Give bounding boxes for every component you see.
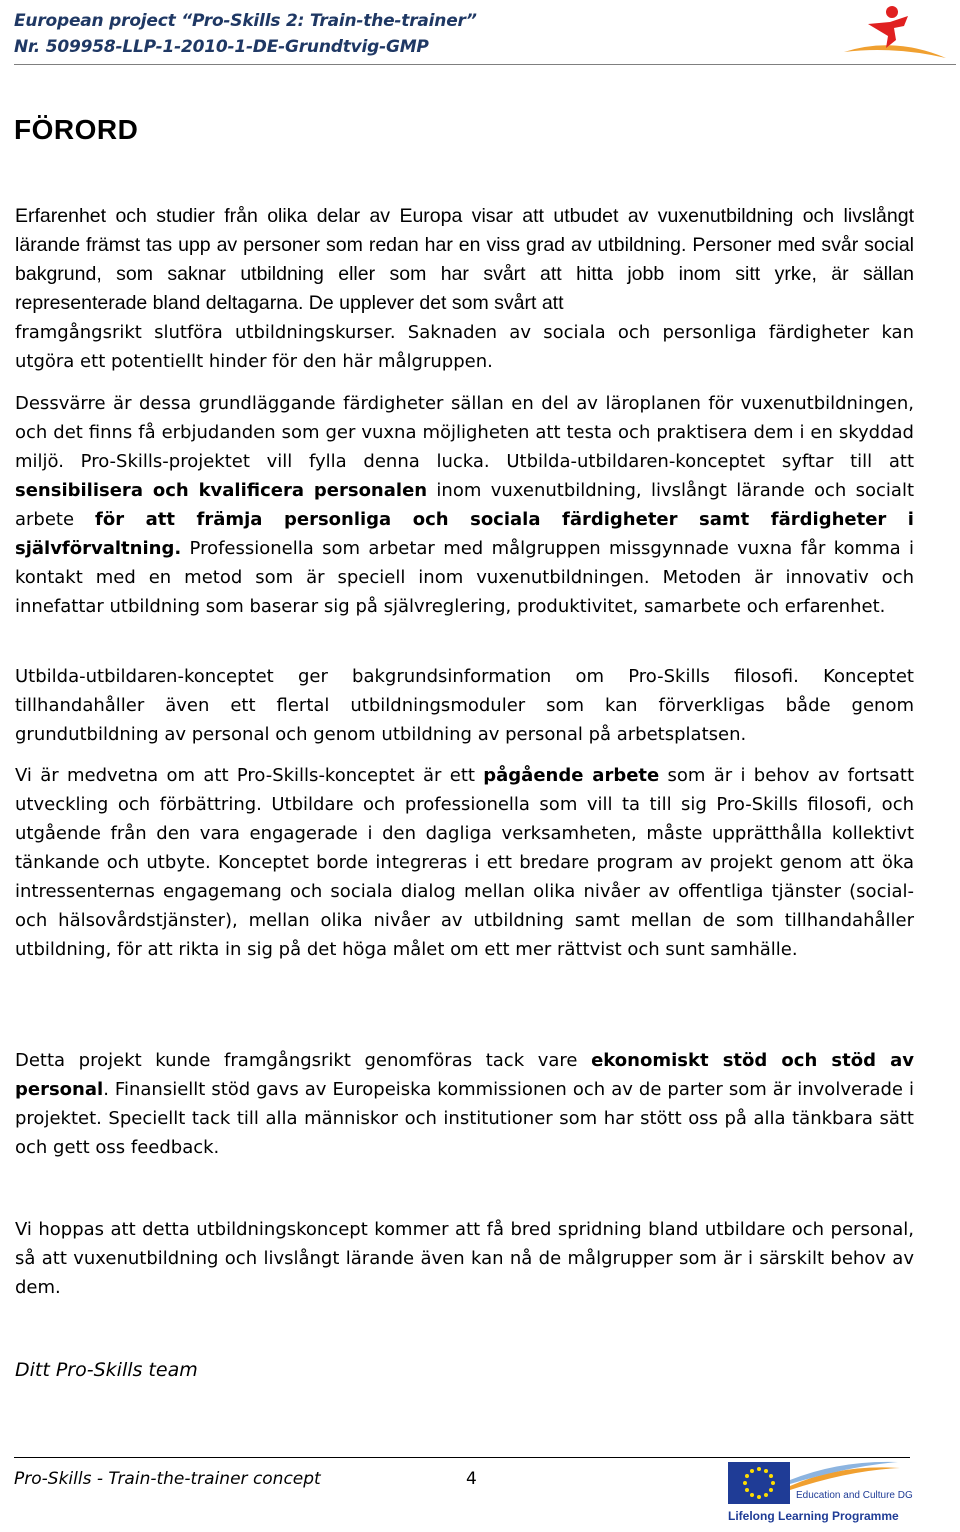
paragraph-2-text-c: inom vuxenutbildning, livslångt lärande och socialt arbete	[15, 480, 915, 530]
header-project-title: European project “Pro-Skills 2: Train-the-trainer”	[14, 11, 477, 31]
header-project-number: Nr. 509958-LLP-1-2010-1-DE-Grundtvig-GMP	[14, 37, 429, 57]
eu-swoosh-icon	[790, 1460, 900, 1490]
page-title: FÖRORD	[14, 114, 139, 145]
eu-llp-label: Lifelong Learning Programme	[728, 1509, 899, 1523]
paragraph-5	[15, 1046, 914, 1162]
paragraph-1a: Erfarenhet och studier från olika delar av Europa visar att utbudet av vuxenutbildning och livslångt lärande främst tas upp av personer som redan har en viss grad av utbildning. Personer med svår social bakgrund, som saknar utbildning eller som har svårt att hitta jobb inom sitt yrke, är sällan representerade bland deltagarna. De upplever det som svårt att	[15, 205, 914, 314]
paragraph-6: Vi hoppas att detta utbildningskoncept kommer att få bred spridning bland utbildare och personal, så att vuxenutbildning och livslångt lärande även kan nå de målgrupper som är i särskilt behov av dem.	[15, 1219, 914, 1298]
page-number: 4	[466, 1469, 477, 1489]
paragraph-5-bold: ekonomiskt stöd och stöd av personal	[15, 1050, 914, 1100]
paragraph-5-text-c: . Finansiellt stöd gavs av Europeiska kommissionen och av de parter som är involverade i projektet. Speciellt tack till alla människor och institutioner som har stött oss på alla tänkbara sätt och gett oss feedback.	[15, 1079, 914, 1158]
signature: Ditt Pro-Skills team	[15, 1359, 198, 1381]
paragraph-2-bold-a: sensibilisera och kvalificera personalen	[15, 480, 428, 501]
footer-divider	[14, 1457, 910, 1458]
paragraph-4-bold: pågående arbete	[483, 765, 660, 786]
paragraph-2	[15, 389, 914, 621]
paragraph-2-text-d: Professionella som arbetar med målgruppen missgynnade vuxna får komma i kontakt med en metod som är speciell inom vuxenutbildningen. Metoden är innovativ och innefattar utbildning som baserar sig på självreglering, produktivitet, samarbete och erfarenhet.	[15, 538, 914, 617]
paragraph-4-text-c: som är i behov av fortsatt utveckling och förbättring. Utbildare och professionella som vill ta till sig Pro-Skills filosofi, och utgående från den vara engagerade i den dagliga verksamheten, måste upprätthålla kollektivt tänkande och utbyte. Konceptet borde integreras i ett bredare program av projekt genom att öka intressenternas engagemang och sociala dialog mellan olika nivåer av offentliga tjänster (social- och hälsovårdstjänster), mellan olika nivåer av utbildning samt mellan de som tillhandahåller utbildning, för att rikta in sig på det höga målet om ett mer rättvist och sunt samhälle.	[15, 765, 915, 960]
paragraph-2-bold-b: för att främja personliga och sociala färdigheter samt färdigheter i självförvaltning.	[15, 509, 914, 559]
paragraph-3: Utbilda-utbildaren-konceptet ger bakgrundsinformation om Pro-Skills filosofi. Konceptet tillhandahåller även ett flertal utbildningsmoduler som kan förverkligas både genom grundutbildning av personal och genom utbildning av personal på arbetsplatsen.	[15, 666, 914, 745]
pro-skills-logo-icon	[838, 2, 950, 62]
paragraph-2-text-a: Dessvärre är dessa grundläggande färdigheter sällan en del av läroplanen för vuxenutbildningen, och det finns få erbjudanden som ger vuxna möjligheten att testa och praktisera dem i en skyddad miljö. Pro-Skills-projektet vill fylla denna lucka. Utbilda-utbildaren-konceptet syftar till att	[15, 393, 914, 472]
footer-title: Pro-Skills - Train-the-trainer concept	[14, 1469, 321, 1489]
header-divider	[14, 64, 956, 65]
eu-dg-label: Education and Culture DG	[796, 1490, 913, 1501]
eu-flag-icon	[728, 1462, 790, 1504]
paragraph-4-text-a: Vi är medvetna om att Pro-Skills-konceptet är ett	[15, 765, 484, 786]
document-header	[14, 8, 477, 60]
paragraph-1b: framgångsrikt slutföra utbildningskurser. Saknaden av sociala och personliga färdigheter kan utgöra ett potentiellt hinder för den här målgruppen.	[15, 322, 914, 372]
paragraph-5-text-a: Detta projekt kunde framgångsrikt genomföras tack vare	[15, 1050, 592, 1071]
paragraph-4	[15, 761, 914, 964]
